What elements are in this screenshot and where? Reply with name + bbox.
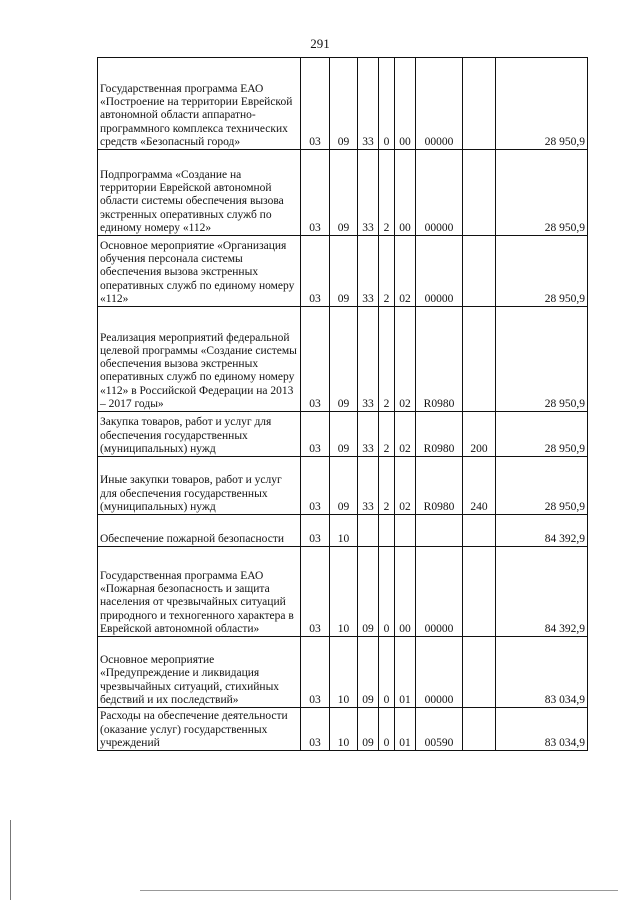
table-row bbox=[98, 307, 588, 412]
expense-type-cell bbox=[463, 236, 496, 307]
table-row bbox=[98, 150, 588, 236]
row-name-cell: Основное мероприятие «Предупреждение и ликвидация чрезвычайных ситуаций, стихийных бедствий и их последствий» bbox=[98, 637, 301, 708]
target-article-subprogram-cell: 0 bbox=[379, 58, 395, 150]
table-row bbox=[98, 708, 588, 751]
section-code-cell: 03 bbox=[301, 637, 330, 708]
target-article-event-cell: 02 bbox=[395, 457, 416, 515]
subsection-code-cell: 09 bbox=[330, 150, 358, 236]
row-name-cell: Подпрограмма «Создание на территории Еврейской автономной области системы обеспечения вызова экстренных оперативных служб по единому номеру «112» bbox=[98, 150, 301, 236]
target-article-event-cell: 01 bbox=[395, 708, 416, 751]
subsection-code-cell: 09 bbox=[330, 58, 358, 150]
scan-edge-line bbox=[10, 820, 11, 900]
target-article-program-cell: 33 bbox=[358, 58, 379, 150]
target-article-direction-cell: R0980 bbox=[416, 457, 463, 515]
subsection-code-cell: 09 bbox=[330, 307, 358, 412]
target-article-direction-cell: 00000 bbox=[416, 637, 463, 708]
target-article-direction-cell: 00590 bbox=[416, 708, 463, 751]
section-code-cell: 03 bbox=[301, 412, 330, 457]
target-article-program-cell: 33 bbox=[358, 150, 379, 236]
budget-table bbox=[97, 57, 588, 751]
subsection-code-cell: 10 bbox=[330, 637, 358, 708]
target-article-program-cell: 09 bbox=[358, 637, 379, 708]
amount-cell: 84 392,9 bbox=[496, 515, 588, 547]
amount-cell: 28 950,9 bbox=[496, 58, 588, 150]
row-name-cell: Закупка товаров, работ и услуг для обеспечения государственных (муниципальных) нужд bbox=[98, 412, 301, 457]
page-number: 291 bbox=[310, 36, 330, 51]
section-code-cell: 03 bbox=[301, 150, 330, 236]
section-code-cell: 03 bbox=[301, 236, 330, 307]
amount-cell: 28 950,9 bbox=[496, 236, 588, 307]
target-article-direction-cell: 00000 bbox=[416, 58, 463, 150]
table-row bbox=[98, 412, 588, 457]
target-article-event-cell: 02 bbox=[395, 412, 416, 457]
table-row bbox=[98, 515, 588, 547]
target-article-program-cell: 33 bbox=[358, 457, 379, 515]
target-article-direction-cell: R0980 bbox=[416, 307, 463, 412]
table-body bbox=[98, 58, 588, 751]
amount-cell: 28 950,9 bbox=[496, 412, 588, 457]
row-name-cell: Реализация мероприятий федеральной целевой программы «Создание системы обеспечения вызова экстренных оперативных служб по единому номеру «112» в Российской Федерации на 2013 – 2017 годы» bbox=[98, 307, 301, 412]
row-name-cell: Государственная программа ЕАО «Пожарная безопасность и защита населения от чрезвычайных ситуаций природного и техногенного характера в Еврейской автономной области» bbox=[98, 547, 301, 637]
target-article-direction-cell: R0980 bbox=[416, 412, 463, 457]
table-row bbox=[98, 457, 588, 515]
target-article-program-cell: 09 bbox=[358, 708, 379, 751]
table-row bbox=[98, 58, 588, 150]
target-article-subprogram-cell: 2 bbox=[379, 307, 395, 412]
target-article-program-cell: 09 bbox=[358, 547, 379, 637]
table-row bbox=[98, 236, 588, 307]
target-article-subprogram-cell bbox=[379, 515, 395, 547]
subsection-code-cell: 09 bbox=[330, 236, 358, 307]
subsection-code-cell: 09 bbox=[330, 457, 358, 515]
target-article-program-cell: 33 bbox=[358, 307, 379, 412]
row-name-cell: Расходы на обеспечение деятельности (оказание услуг) государственных учреждений bbox=[98, 708, 301, 751]
expense-type-cell bbox=[463, 547, 496, 637]
target-article-event-cell: 00 bbox=[395, 547, 416, 637]
target-article-subprogram-cell: 2 bbox=[379, 150, 395, 236]
row-name-cell: Иные закупки товаров, работ и услуг для обеспечения государственных (муниципальных) нужд bbox=[98, 457, 301, 515]
row-name-cell: Государственная программа ЕАО «Построение на территории Еврейской автономной области аппаратно-программного комплекса технических средств «Безопасный город» bbox=[98, 58, 301, 150]
amount-cell: 83 034,9 bbox=[496, 708, 588, 751]
bottom-rule bbox=[140, 890, 618, 891]
subsection-code-cell: 10 bbox=[330, 515, 358, 547]
amount-cell: 28 950,9 bbox=[496, 457, 588, 515]
amount-cell: 28 950,9 bbox=[496, 150, 588, 236]
amount-cell: 83 034,9 bbox=[496, 637, 588, 708]
section-code-cell: 03 bbox=[301, 515, 330, 547]
expense-type-cell: 200 bbox=[463, 412, 496, 457]
expense-type-cell bbox=[463, 307, 496, 412]
row-name-cell: Основное мероприятие «Организация обучения персонала системы обеспечения вызова экстренных оперативных служб по единому номеру «112» bbox=[98, 236, 301, 307]
expense-type-cell bbox=[463, 708, 496, 751]
amount-cell: 28 950,9 bbox=[496, 307, 588, 412]
target-article-direction-cell: 00000 bbox=[416, 150, 463, 236]
target-article-event-cell bbox=[395, 515, 416, 547]
target-article-event-cell: 00 bbox=[395, 58, 416, 150]
section-code-cell: 03 bbox=[301, 457, 330, 515]
expense-type-cell bbox=[463, 637, 496, 708]
target-article-program-cell bbox=[358, 515, 379, 547]
target-article-subprogram-cell: 0 bbox=[379, 547, 395, 637]
subsection-code-cell: 10 bbox=[330, 547, 358, 637]
table-row bbox=[98, 547, 588, 637]
target-article-event-cell: 00 bbox=[395, 150, 416, 236]
target-article-subprogram-cell: 2 bbox=[379, 457, 395, 515]
section-code-cell: 03 bbox=[301, 307, 330, 412]
subsection-code-cell: 10 bbox=[330, 708, 358, 751]
amount-cell: 84 392,9 bbox=[496, 547, 588, 637]
target-article-direction-cell: 00000 bbox=[416, 547, 463, 637]
section-code-cell: 03 bbox=[301, 58, 330, 150]
target-article-subprogram-cell: 2 bbox=[379, 412, 395, 457]
target-article-event-cell: 01 bbox=[395, 637, 416, 708]
target-article-program-cell: 33 bbox=[358, 236, 379, 307]
expense-type-cell: 240 bbox=[463, 457, 496, 515]
target-article-subprogram-cell: 0 bbox=[379, 637, 395, 708]
expense-type-cell bbox=[463, 58, 496, 150]
expense-type-cell bbox=[463, 515, 496, 547]
section-code-cell: 03 bbox=[301, 708, 330, 751]
subsection-code-cell: 09 bbox=[330, 412, 358, 457]
target-article-program-cell: 33 bbox=[358, 412, 379, 457]
row-name-cell: Обеспечение пожарной безопасности bbox=[98, 515, 301, 547]
target-article-direction-cell: 00000 bbox=[416, 236, 463, 307]
expense-type-cell bbox=[463, 150, 496, 236]
target-article-direction-cell bbox=[416, 515, 463, 547]
target-article-event-cell: 02 bbox=[395, 236, 416, 307]
target-article-event-cell: 02 bbox=[395, 307, 416, 412]
target-article-subprogram-cell: 2 bbox=[379, 236, 395, 307]
target-article-subprogram-cell: 0 bbox=[379, 708, 395, 751]
section-code-cell: 03 bbox=[301, 547, 330, 637]
table-row bbox=[98, 637, 588, 708]
